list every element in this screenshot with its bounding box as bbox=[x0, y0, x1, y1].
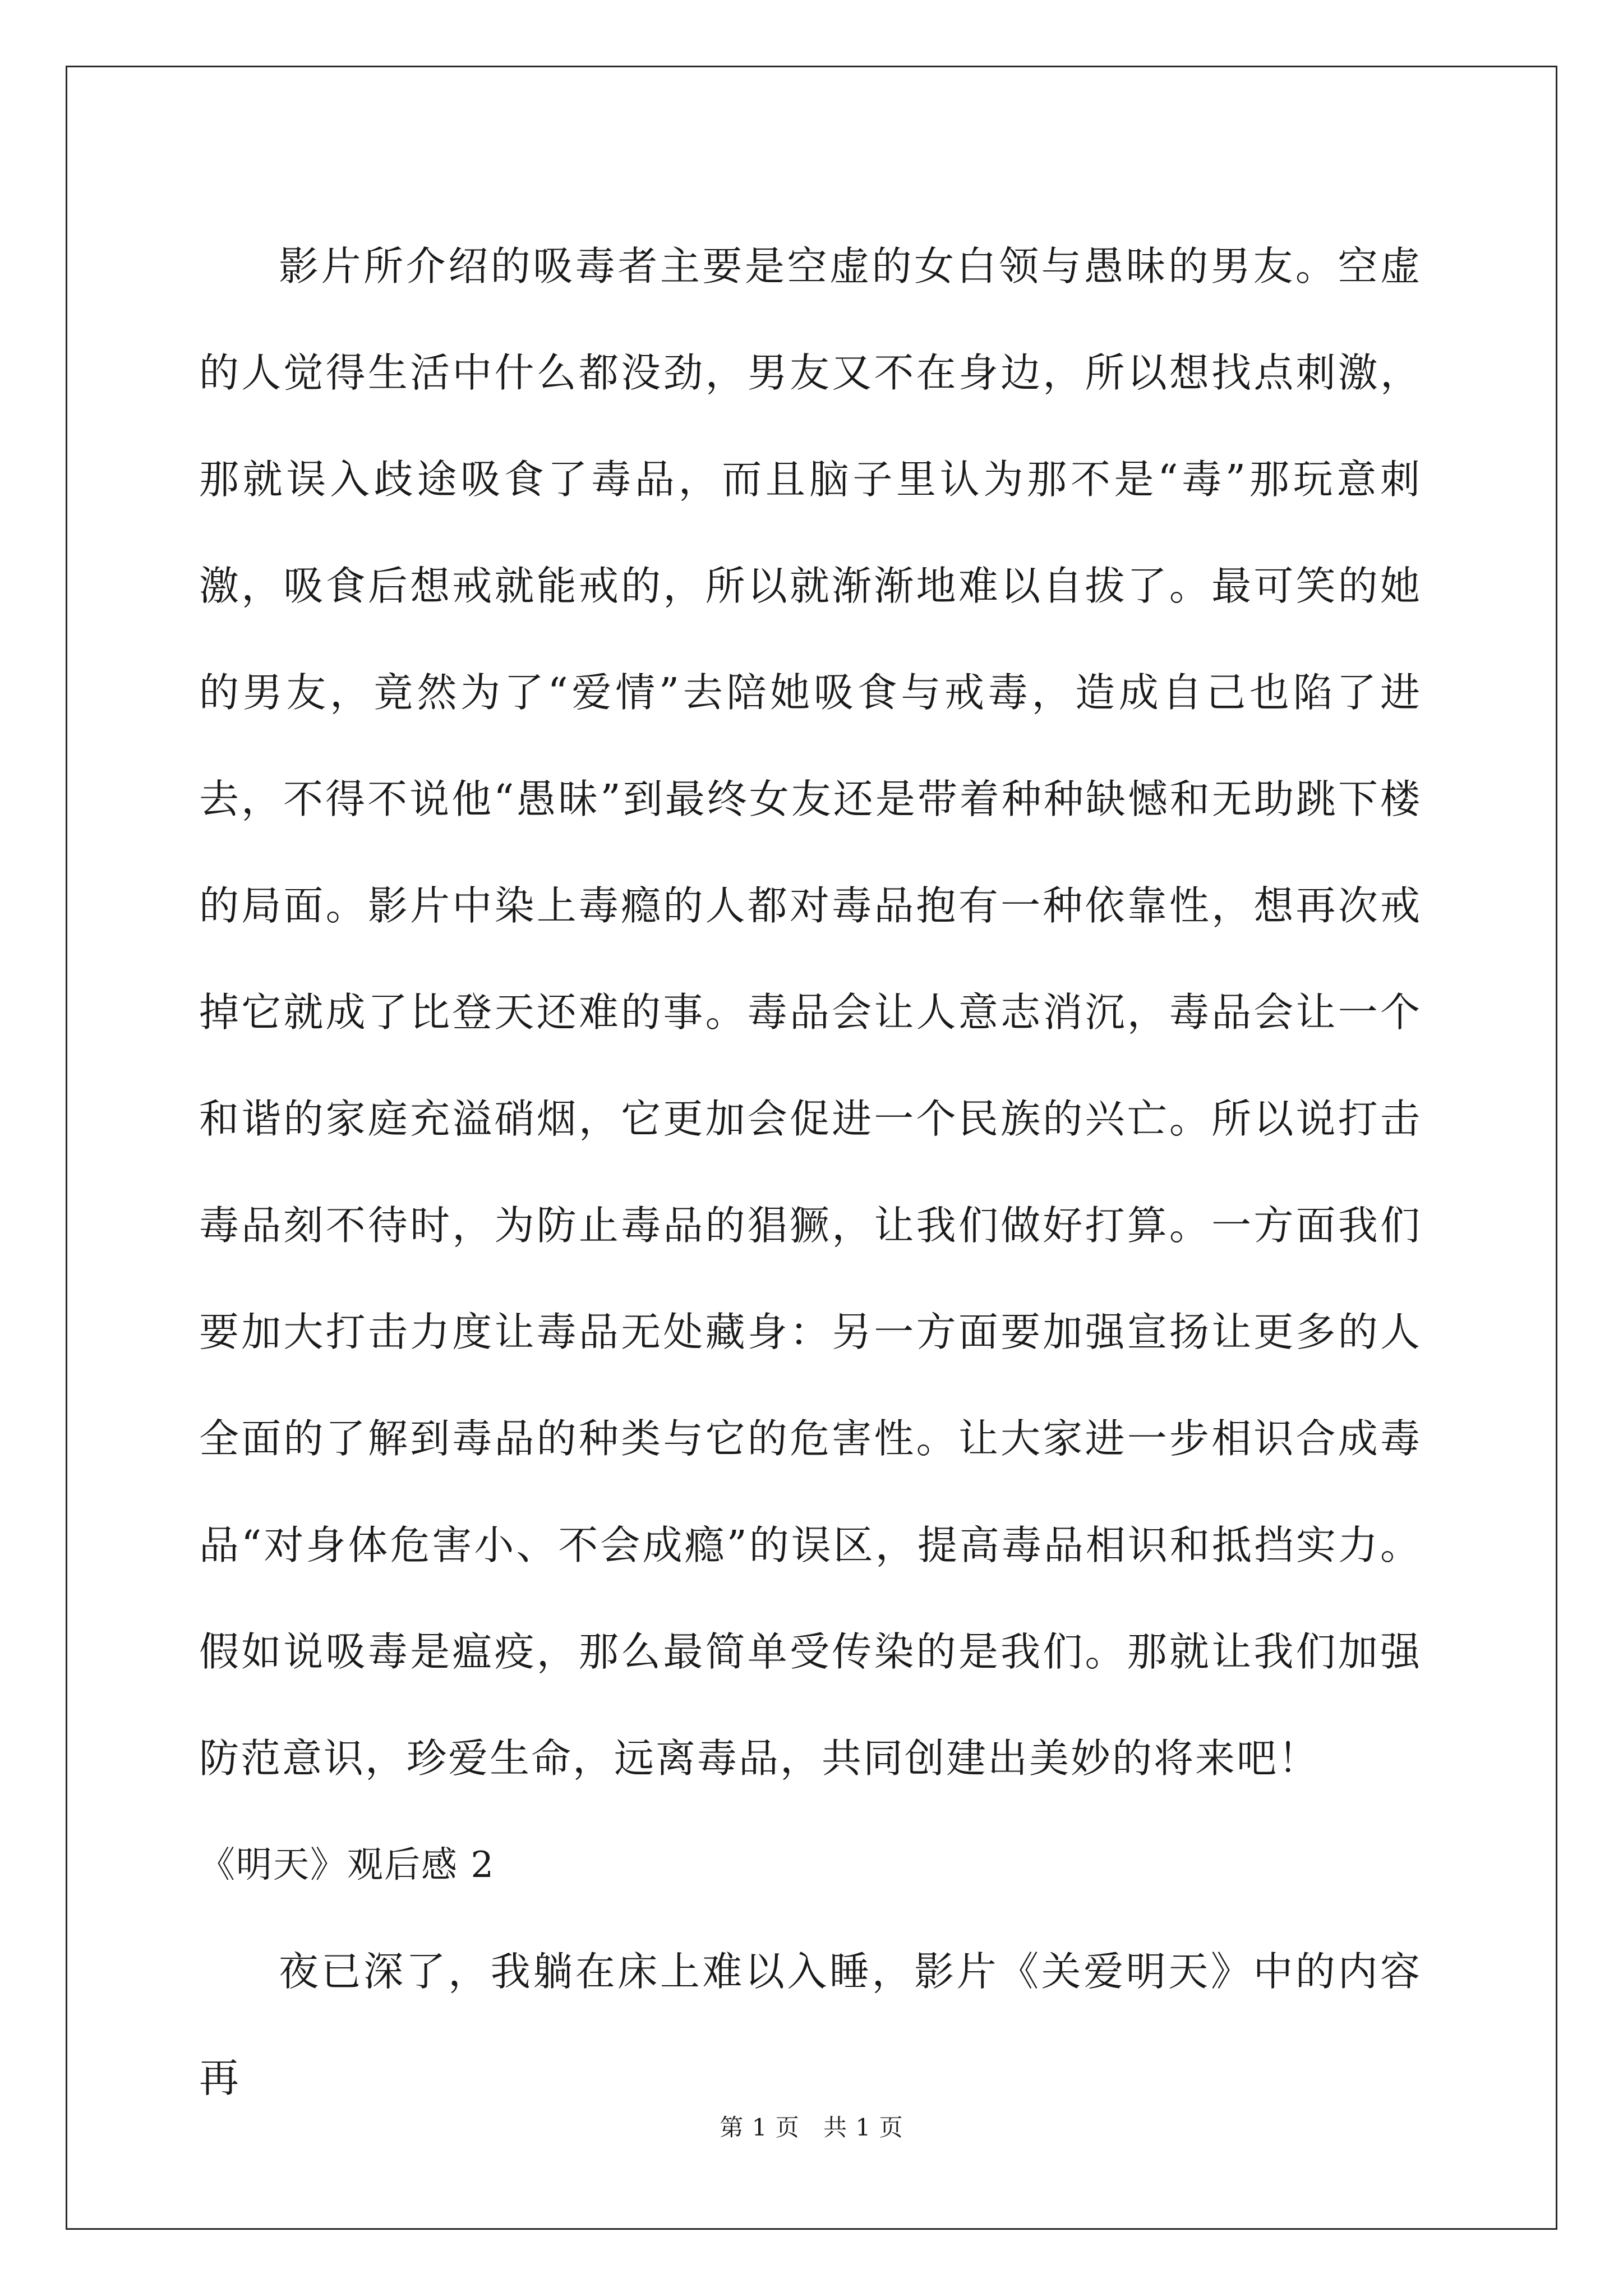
document-body bbox=[199, 213, 1422, 2132]
paragraph-2: 夜已深了，我躺在床上难以入睡，影片《关爱明天》中的内容再 bbox=[199, 1948, 1422, 2101]
paragraph-1: 影片所介绍的吸毒者主要是空虚的女白领与愚昧的男友。空虚的人觉得生活中什么都没劲，男友又不在身边，所以想找点刺激，那就误入歧途吸食了毒品，而且脑子里认为那不是“毒”那玩意刺激，吸食后想戒就能戒的，所以就渐渐地难以自拔了。最可笑的她的男友，竟然为了“爱情”去陪她吸食与戒毒，造成自己也陷了进去，不得不说他“愚昧”到最终女友还是带着种种缺憾和无助跳下楼的局面。影片中染上毒瘾的人都对毒品抱有一种依靠性，想再次戒掉它就成了比登天还难的事。毒品会让人意志消沉，毒品会让一个和谐的家庭充溢硝烟，它更加会促进一个民族的兴亡。所以说打击毒品刻不待时，为防止毒品的猖獗，让我们做好打算。一方面我们要加大打击力度让毒品无处藏身：另一方面要加强宣扬让更多的人全面的了解到毒品的种类与它的危害性。让大家进一步相识合成毒品“对身体危害小、不会成瘾”的误区，提高毒品相识和抵挡实力。假如说吸毒是瘟疫，那么最简单受传染的是我们。那就让我们加强防范意识，珍爱生命，远离毒品，共同创建出美妙的将来吧！ bbox=[199, 243, 1422, 1782]
page-number-total: 共 1 页 bbox=[823, 2114, 903, 2141]
section-heading: 《明天》观后感 2 bbox=[199, 1844, 495, 1886]
page-number-current: 第 1 页 bbox=[720, 2114, 800, 2141]
page-footer bbox=[0, 2109, 1623, 2143]
